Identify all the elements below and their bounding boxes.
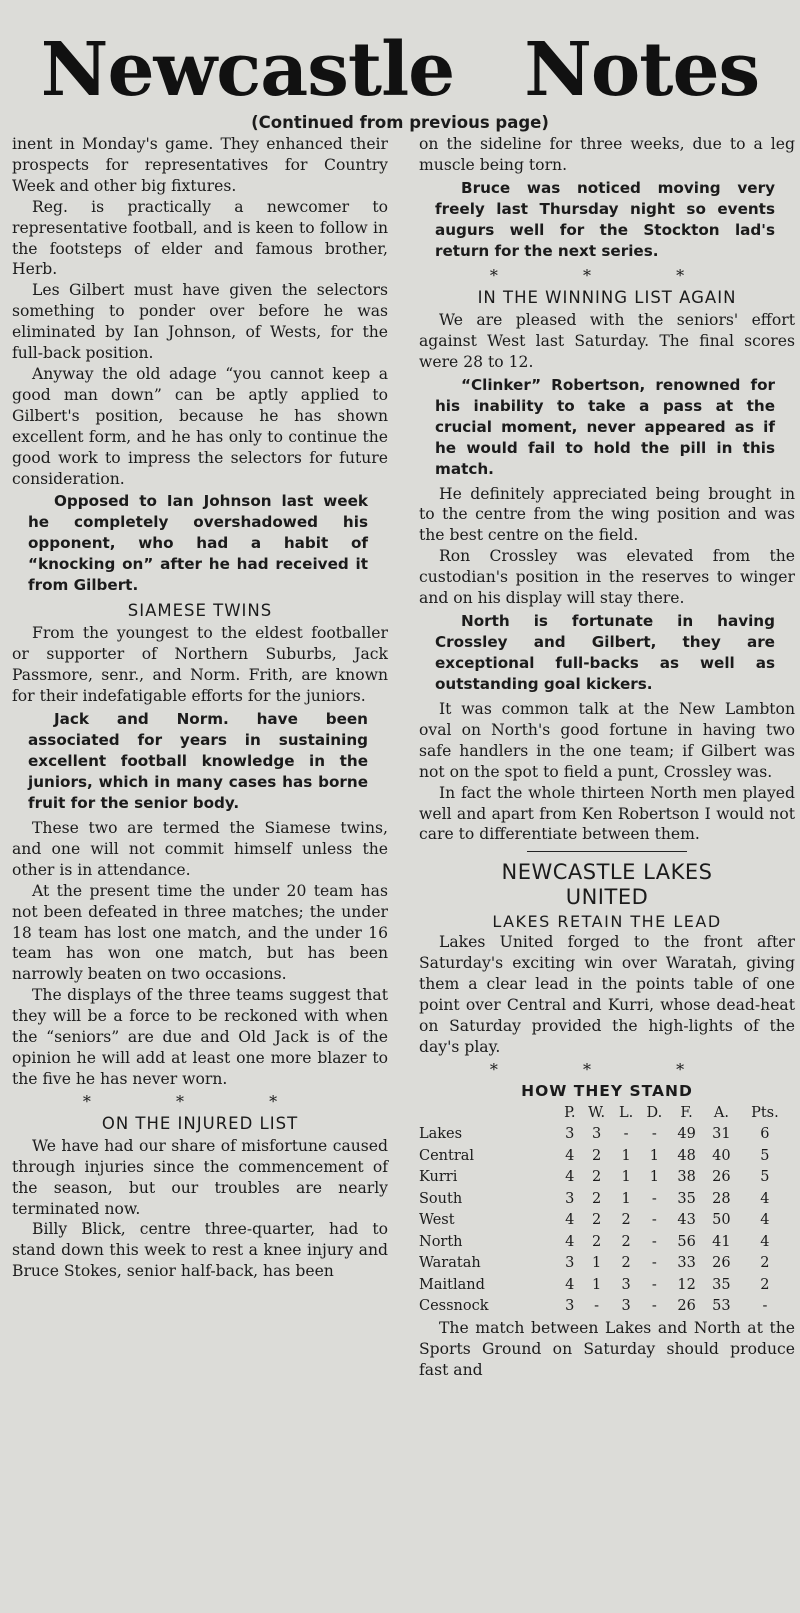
stat-cell: 3 bbox=[565, 1126, 575, 1143]
bold-paragraph: Opposed to Ian Johnson last week he completely overshadowed his opponent, who had a habit of “knocking on” after he had received it from Gilbert. bbox=[28, 492, 368, 595]
masthead bbox=[0, 27, 800, 113]
table-row bbox=[419, 1124, 791, 1146]
team-cell: Cessnock bbox=[419, 1298, 489, 1315]
left-column bbox=[12, 134, 388, 1282]
team-cell: Maitland bbox=[419, 1276, 485, 1293]
stat-cell: 3 bbox=[621, 1276, 631, 1293]
paragraph: In fact the whole thirteen North men played well and apart from Ken Robertson I would not care to differentiate between them. bbox=[419, 783, 795, 844]
paragraph: These two are termed the Siamese twins, and one will not commit himself unless the other is in attendance. bbox=[12, 819, 388, 879]
stat-cell: - bbox=[594, 1298, 600, 1315]
column-header: Pts. bbox=[751, 1104, 779, 1121]
table-header-row bbox=[419, 1103, 791, 1125]
stat-cell: 1 bbox=[591, 1255, 602, 1272]
paragraph: Anyway the old adage “you cannot keep a good man down” can be aptly applied to Gilbert's position, because he has shown excellent form, and he has only to continue the good work to impress the selectors for future consideration. bbox=[12, 364, 388, 488]
paragraph: It was common talk at the New Lambton oval on North's good fortune in having two safe handlers in the one team; if Gilbert was not on the spot to field a punt, Crossley was. bbox=[419, 699, 795, 781]
stat-cell: 1 bbox=[621, 1147, 631, 1164]
stat-cell: 33 bbox=[677, 1255, 696, 1272]
team-cell: Waratah bbox=[419, 1255, 481, 1272]
paragraph: We have had our share of misfortune caused through injuries since the commencement of the season, but our troubles are nearly terminated now. bbox=[12, 1136, 388, 1218]
paragraph: Les Gilbert must have given the selectors something to ponder over before he was eliminated by Ian Johnson, of Wests, for the full-back position. bbox=[12, 281, 388, 363]
continued-note: (Continued from previous page) bbox=[251, 113, 549, 132]
stat-cell: 1 bbox=[621, 1169, 631, 1186]
stat-cell: 50 bbox=[712, 1212, 731, 1229]
stat-cell: 56 bbox=[677, 1233, 696, 1250]
stat-cell: 1 bbox=[649, 1169, 659, 1186]
paragraph: He definitely appreciated being brought in to the centre from the wing position and was the best centre on the field. bbox=[419, 484, 795, 545]
stat-cell: 26 bbox=[712, 1169, 731, 1186]
table-row bbox=[419, 1167, 791, 1189]
bold-paragraph: Bruce was noticed moving very freely last Thursday night so events augurs well for the Stockton lad's return for the next series. bbox=[435, 178, 775, 260]
subheading: LAKES RETAIN THE LEAD bbox=[492, 912, 722, 932]
stat-cell: 12 bbox=[677, 1276, 696, 1293]
column-header: F. bbox=[680, 1104, 693, 1121]
masthead-word-1: Newcastle bbox=[40, 27, 455, 113]
stat-cell: 2 bbox=[591, 1233, 602, 1250]
team-cell: North bbox=[419, 1233, 463, 1250]
stat-cell: - bbox=[651, 1276, 657, 1293]
stat-cell: 4 bbox=[565, 1276, 575, 1293]
stat-cell: 2 bbox=[591, 1169, 602, 1186]
column-header: D. bbox=[646, 1104, 663, 1121]
section-break: * * * bbox=[489, 1059, 725, 1079]
stat-cell: 4 bbox=[565, 1147, 575, 1164]
stat-cell: 3 bbox=[565, 1255, 575, 1272]
bold-paragraph: North is fortunate in having Crossley and Gilbert, they are exceptional full-backs as well as outstanding goal kickers. bbox=[435, 611, 775, 693]
table-row bbox=[419, 1146, 791, 1168]
paragraph: At the present time the under 20 team has not been defeated in three matches; the under 18 team has lost one match, and the under 16 team has won one match, but has been narrowly beaten on two occasions. bbox=[12, 881, 388, 984]
stat-cell: - bbox=[651, 1233, 657, 1250]
stat-cell: 43 bbox=[677, 1212, 696, 1229]
paragraph: on the sideline for three weeks, due to a leg muscle being torn. bbox=[419, 135, 795, 174]
paragraph: Ron Crossley was elevated from the custodian's position in the reserves to winger and on his display will stay there. bbox=[419, 547, 795, 608]
table-row bbox=[419, 1189, 791, 1211]
club-heading: UNITED bbox=[565, 885, 649, 910]
stat-cell: 3 bbox=[591, 1126, 602, 1143]
column-header bbox=[419, 1103, 559, 1125]
stat-cell: 2 bbox=[591, 1190, 602, 1207]
column-header: A. bbox=[713, 1104, 729, 1121]
column-header: P. bbox=[564, 1104, 576, 1121]
paragraph: Billy Blick, centre three-quarter, had to stand down this week to rest a knee injury and Bruce Stokes, senior half-back, has been bbox=[12, 1220, 388, 1281]
section-break: * * * bbox=[82, 1091, 318, 1111]
paragraph: From the youngest to the eldest footballer or supporter of Northern Suburbs, Jack Passmore, senr., and Norm. Frith, are known for their indefatigable efforts for the juniors. bbox=[12, 624, 388, 706]
table-title: HOW THEY STAND bbox=[521, 1081, 693, 1100]
paragraph: Lakes United forged to the front after Saturday's exciting win over Waratah, giving them a clear lead in the points table of one point over Central and Kurri, whose dead-heat on Saturday provided the high-lights of the day's play. bbox=[419, 933, 795, 1056]
stat-cell: 3 bbox=[565, 1190, 575, 1207]
club-heading: NEWCASTLE LAKES bbox=[501, 860, 713, 885]
stat-cell: 4 bbox=[760, 1212, 770, 1229]
stat-cell: - bbox=[651, 1212, 657, 1229]
stat-cell: - bbox=[651, 1190, 657, 1207]
stat-cell: 3 bbox=[565, 1298, 575, 1315]
team-cell: Kurri bbox=[419, 1169, 458, 1186]
column-header: W. bbox=[588, 1104, 606, 1121]
stat-cell: - bbox=[762, 1298, 768, 1315]
stat-cell: 6 bbox=[760, 1126, 770, 1143]
divider bbox=[527, 851, 687, 852]
paragraph: The displays of the three teams suggest that they will be a force to be reckoned with when the “seniors” are due and Old Jack is of the opinion he will add at least one more blazer to the five he has never worn. bbox=[12, 986, 388, 1088]
paragraph: Reg. is practically a newcomer to representative football, and is keen to follow in the footsteps of elder and famous brother, Herb. bbox=[12, 197, 388, 279]
stat-cell: 4 bbox=[760, 1190, 770, 1207]
stat-cell: 3 bbox=[621, 1298, 631, 1315]
stat-cell: 1 bbox=[621, 1190, 631, 1207]
stat-cell: 2 bbox=[591, 1212, 602, 1229]
stat-cell: 4 bbox=[760, 1233, 770, 1250]
section-break: * * * bbox=[489, 265, 725, 285]
standings-body bbox=[419, 1124, 791, 1318]
stat-cell: 41 bbox=[712, 1233, 731, 1250]
stat-cell: 4 bbox=[565, 1212, 575, 1229]
masthead-word-2: Notes bbox=[524, 27, 760, 113]
stat-cell: 2 bbox=[621, 1233, 631, 1250]
stat-cell: 53 bbox=[712, 1298, 731, 1315]
table-row bbox=[419, 1275, 791, 1297]
stat-cell: 38 bbox=[677, 1169, 696, 1186]
stat-cell: 28 bbox=[712, 1190, 731, 1207]
stat-cell: 40 bbox=[712, 1147, 731, 1164]
paragraph: inent in Monday's game. They enhanced their prospects for representatives for Country Week and other big fixtures. bbox=[12, 135, 388, 195]
paragraph: We are pleased with the seniors' effort against West last Saturday. The final scores were 28 to 12. bbox=[419, 310, 795, 371]
table-row bbox=[419, 1210, 791, 1232]
team-cell: West bbox=[419, 1212, 455, 1229]
section-heading: IN THE WINNING LIST AGAIN bbox=[477, 287, 737, 307]
stat-cell: 2 bbox=[621, 1255, 631, 1272]
stat-cell: 1 bbox=[649, 1147, 659, 1164]
table-row bbox=[419, 1232, 791, 1254]
paragraph: The match between Lakes and North at the Sports Ground on Saturday should produce fast and bbox=[419, 1318, 795, 1379]
table-row bbox=[419, 1253, 791, 1275]
stat-cell: - bbox=[651, 1126, 657, 1143]
stat-cell: 2 bbox=[621, 1212, 631, 1229]
stat-cell: 35 bbox=[677, 1190, 696, 1207]
stat-cell: 2 bbox=[760, 1276, 770, 1293]
table-row bbox=[419, 1296, 791, 1318]
section-heading: SIAMESE TWINS bbox=[127, 601, 273, 621]
stat-cell: 5 bbox=[760, 1169, 770, 1186]
team-cell: South bbox=[419, 1190, 463, 1207]
stat-cell: 2 bbox=[591, 1147, 602, 1164]
stat-cell: 4 bbox=[565, 1233, 575, 1250]
section-heading: ON THE INJURED LIST bbox=[101, 1113, 299, 1133]
stat-cell: 26 bbox=[712, 1255, 731, 1272]
stat-cell: 49 bbox=[677, 1126, 696, 1143]
stat-cell: 4 bbox=[565, 1169, 575, 1186]
stat-cell: - bbox=[623, 1126, 629, 1143]
bold-paragraph: “Clinker” Robertson, renowned for his inability to take a pass at the crucial moment, never appeared as if he would fail to hold the pill in this match. bbox=[435, 375, 775, 478]
stat-cell: 26 bbox=[677, 1298, 696, 1315]
stat-cell: 2 bbox=[760, 1255, 770, 1272]
stat-cell: 1 bbox=[591, 1276, 602, 1293]
stat-cell: - bbox=[651, 1255, 657, 1272]
stat-cell: 35 bbox=[712, 1276, 731, 1293]
bold-paragraph: Jack and Norm. have been associated for years in sustaining excellent football knowledge in the juniors, which in many cases has borne fruit for the senior body. bbox=[28, 710, 368, 813]
standings-table bbox=[419, 1103, 791, 1318]
stat-cell: 31 bbox=[712, 1126, 731, 1143]
team-cell: Lakes bbox=[419, 1126, 463, 1143]
stat-cell: 48 bbox=[677, 1147, 696, 1164]
right-column bbox=[419, 134, 795, 1380]
stat-cell: - bbox=[651, 1298, 657, 1315]
team-cell: Central bbox=[419, 1147, 475, 1164]
stat-cell: 5 bbox=[760, 1147, 770, 1164]
column-header: L. bbox=[618, 1104, 634, 1121]
